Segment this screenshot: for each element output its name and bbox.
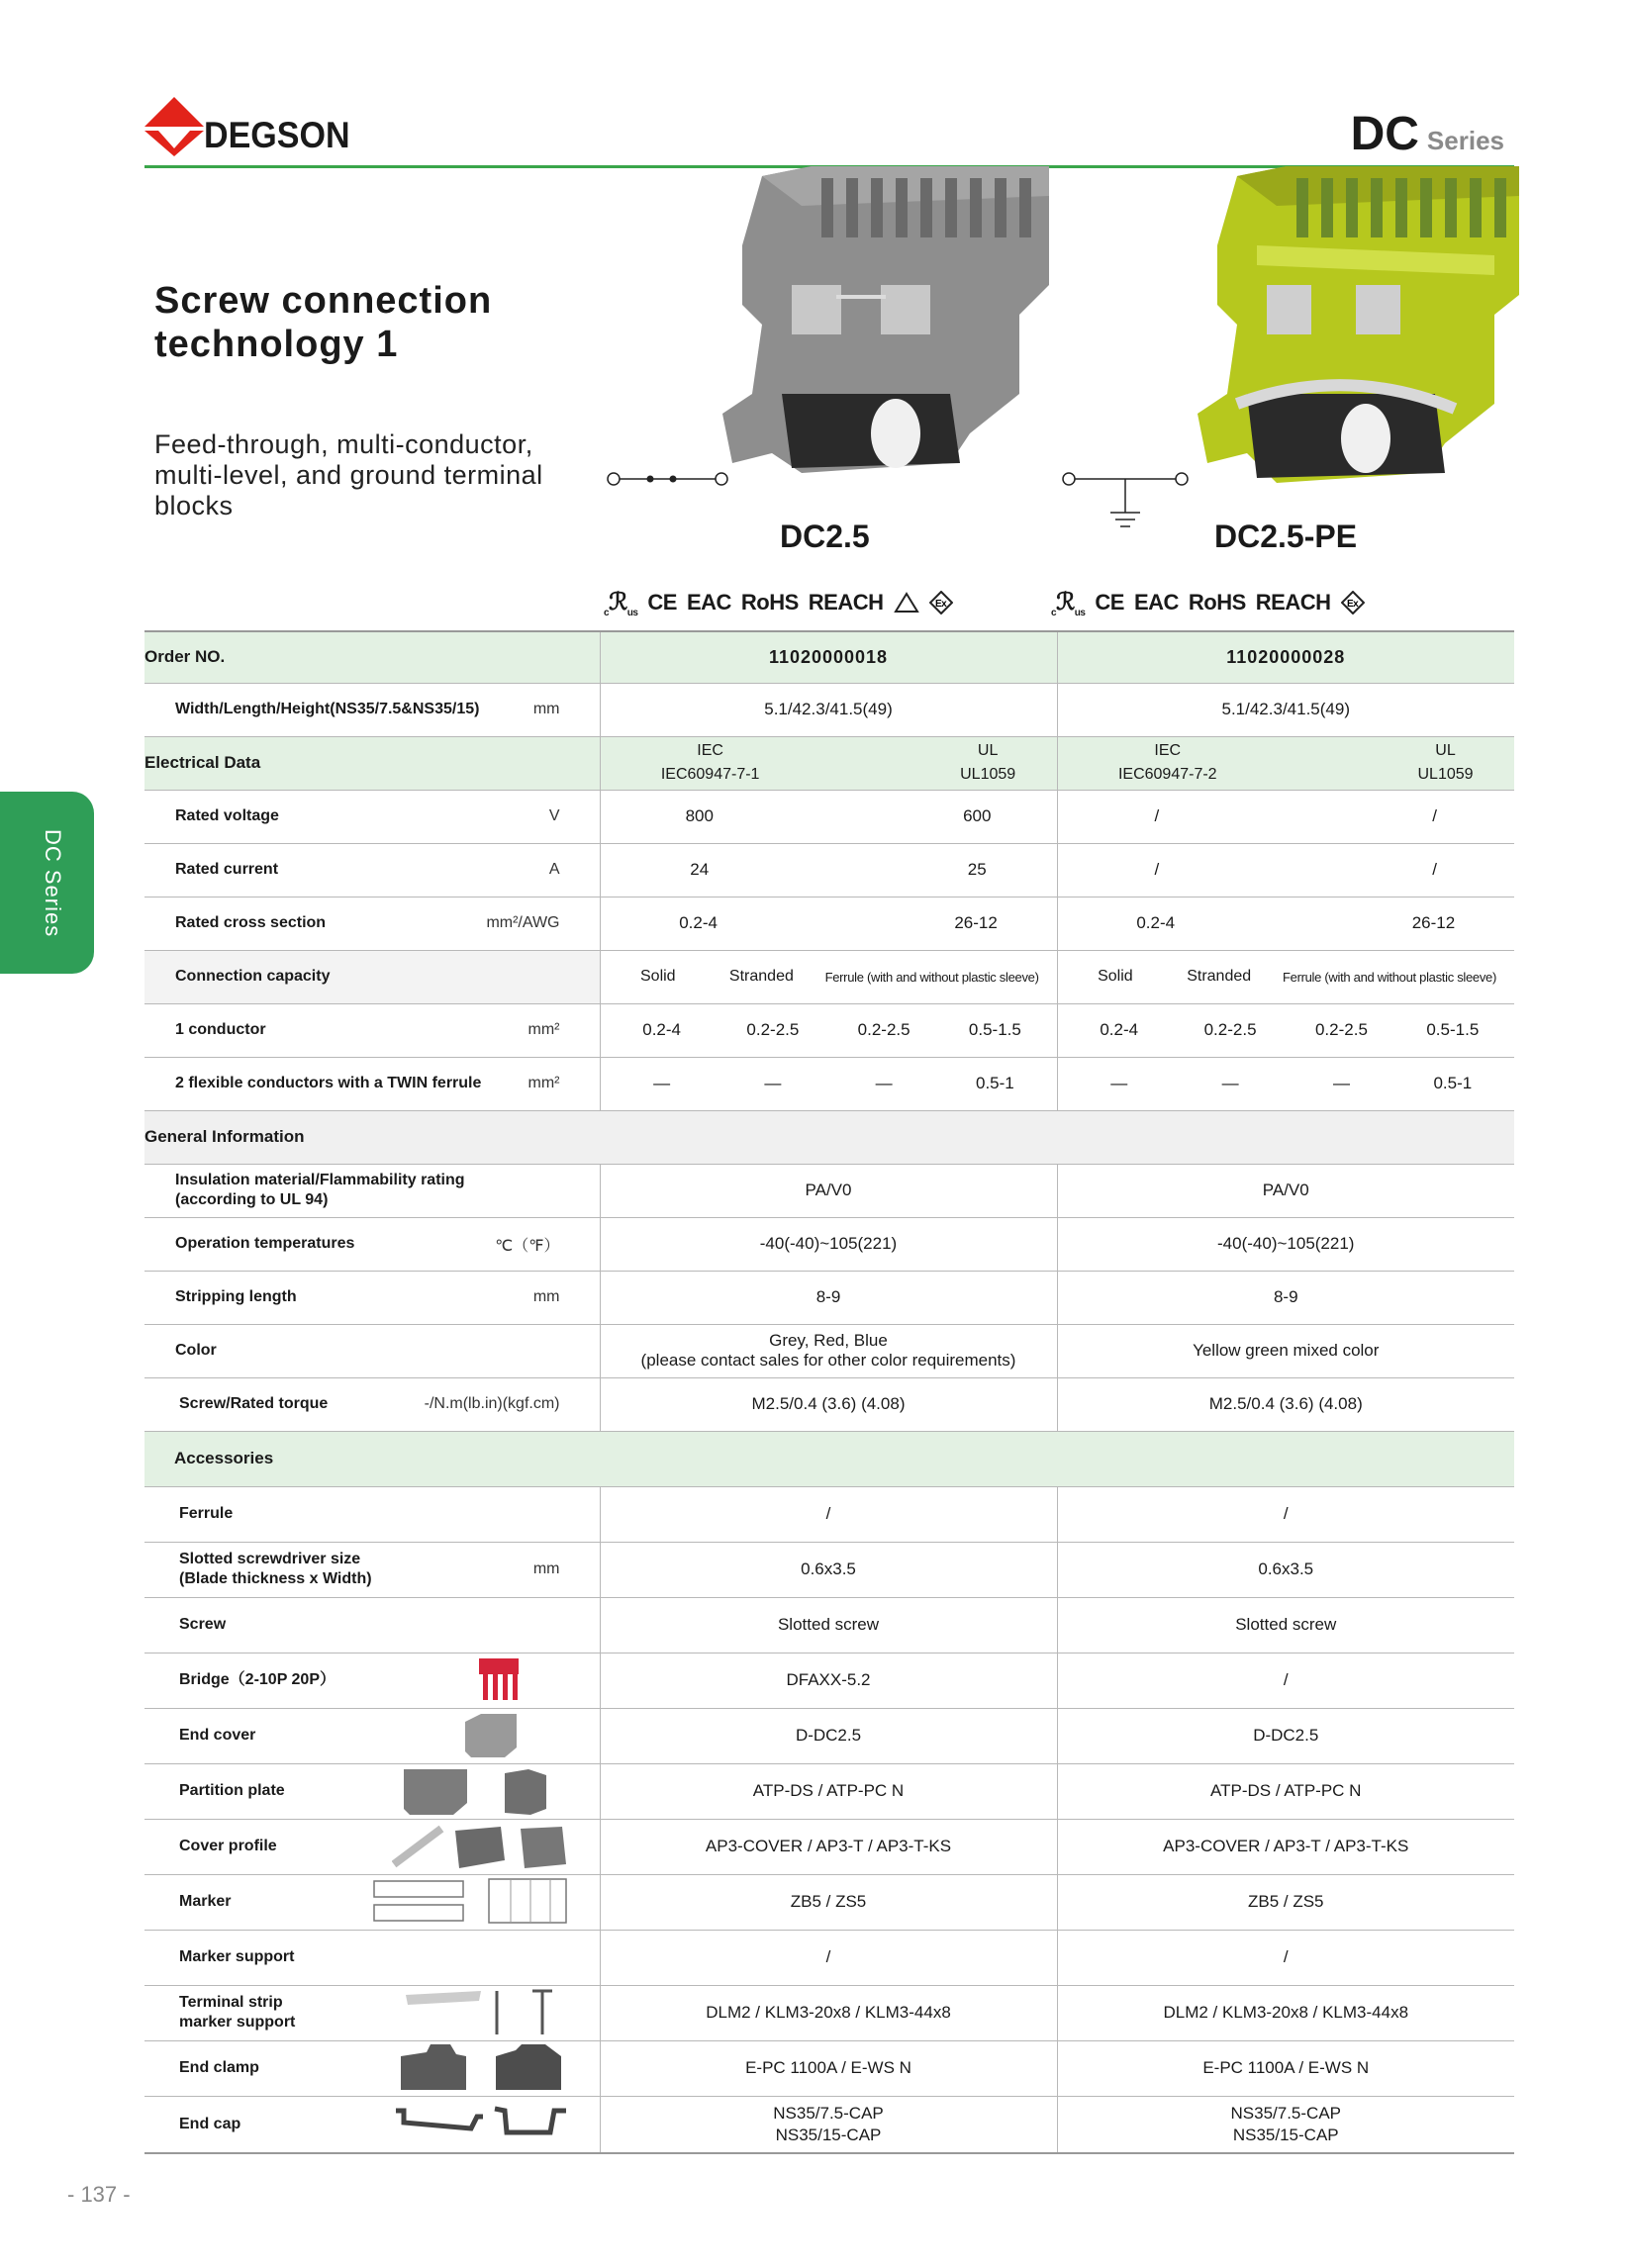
- triangle-cert-icon: [894, 592, 919, 614]
- eac-cert-icon: EAC: [686, 590, 731, 615]
- model-label-dc2-5-pe: DC2.5-PE: [1214, 519, 1358, 554]
- value: NS35/7.5-CAP: [1230, 2103, 1341, 2123]
- acc-row: [144, 1763, 1514, 1819]
- value: /: [1057, 1653, 1514, 1708]
- value: —: [1110, 1074, 1128, 1092]
- rated-voltage-unit: V: [548, 807, 560, 824]
- value: 8-9: [1057, 1271, 1514, 1324]
- insulation-label-note: (according to UL 94): [175, 1191, 329, 1208]
- accessories-section-label: Accessories: [144, 1431, 1514, 1486]
- col-stranded: Stranded: [728, 968, 794, 985]
- subtitle-line-1: Feed-through, multi-conductor,: [154, 429, 533, 459]
- ex-cert-icon: [929, 591, 953, 614]
- value: 0.2-2.5: [746, 1020, 800, 1039]
- acc-label: Terminal strip: [179, 1994, 283, 2011]
- acc-unit: mm: [532, 1560, 560, 1577]
- value: 0.5-1: [1433, 1074, 1473, 1092]
- end-cover-icon: [461, 1712, 521, 1759]
- reach-cert-icon: REACH: [1255, 590, 1331, 615]
- std-iec: IEC: [1154, 742, 1182, 759]
- electrical-label: Electrical Data: [144, 736, 600, 790]
- value: DFAXX-5.2: [600, 1653, 1057, 1708]
- page-subtitle: [154, 429, 543, 521]
- value: 24: [690, 860, 710, 879]
- partition-plate-icon: [402, 1765, 550, 1817]
- std-iec-code: IEC60947-7-2: [1117, 766, 1217, 783]
- connection-header-row: [144, 950, 1514, 1003]
- one-conductor-row: [144, 1003, 1514, 1057]
- value: 0.5-1.5: [968, 1020, 1021, 1039]
- rated-cross-label: Rated cross section: [175, 914, 327, 931]
- acc-label-2: marker support: [179, 2014, 296, 2031]
- certifications-dc2-5: [604, 588, 953, 618]
- acc-label: Marker: [179, 1893, 232, 1910]
- value: 25: [967, 860, 987, 879]
- op-temp-unit: ℃（℉）: [495, 1237, 560, 1255]
- value: M2.5/0.4 (3.6) (4.08): [1057, 1377, 1514, 1431]
- general-section-row: [144, 1110, 1514, 1164]
- stripping-unit: mm: [532, 1288, 560, 1305]
- dims-dc2-5-pe: 5.1/42.3/41.5(49): [1057, 683, 1514, 736]
- std-ul-code: UL1059: [960, 766, 1016, 783]
- rohs-cert-icon: RoHS: [1188, 590, 1246, 615]
- dc2-5-terminal-image: [722, 166, 1049, 483]
- screw-torque-row: [144, 1377, 1514, 1431]
- rated-voltage-label: Rated voltage: [175, 807, 279, 824]
- ground-schematic-icon: [1061, 467, 1190, 534]
- dims-dc2-5: 5.1/42.3/41.5(49): [600, 683, 1057, 736]
- color-label: Color: [175, 1342, 217, 1359]
- value: 8-9: [600, 1271, 1057, 1324]
- end-clamp-icon: [397, 2042, 565, 2094]
- col-solid: Solid: [640, 968, 676, 985]
- value: 0.2-2.5: [1203, 1020, 1257, 1039]
- value: 0.2-4: [1100, 1020, 1139, 1039]
- value: NS35/15-CAP: [775, 2125, 882, 2144]
- value: 26-12: [1411, 913, 1456, 932]
- acc-label: End clamp: [179, 2059, 259, 2076]
- series-word: Series: [1426, 126, 1504, 155]
- value: ZB5 / ZS5: [1057, 1874, 1514, 1930]
- one-conductor-label: 1 conductor: [175, 1021, 266, 1038]
- value: /: [1432, 860, 1437, 879]
- rated-voltage-row: [144, 790, 1514, 843]
- value: 0.2-2.5: [857, 1020, 910, 1039]
- value: AP3-COVER / AP3-T / AP3-T-KS: [1057, 1819, 1514, 1874]
- value: E-PC 1100A / E-WS N: [1057, 2040, 1514, 2096]
- value: 0.2-2.5: [1314, 1020, 1368, 1039]
- value: —: [653, 1074, 671, 1092]
- acc-label: End cap: [179, 2115, 241, 2132]
- value: NS35/7.5-CAP: [773, 2103, 884, 2123]
- order-no-dc2-5-pe: 11020000028: [1057, 631, 1514, 683]
- value: D-DC2.5: [600, 1708, 1057, 1763]
- value: /: [600, 1486, 1057, 1542]
- cover-profile-icon: [392, 1821, 570, 1872]
- acc-label: Partition plate: [179, 1782, 285, 1799]
- value: /: [1154, 860, 1160, 879]
- reach-cert-icon: REACH: [808, 590, 884, 615]
- op-temp-row: [144, 1217, 1514, 1271]
- eac-cert-icon: EAC: [1133, 590, 1179, 615]
- model-label-dc2-5: DC2.5: [780, 519, 870, 554]
- order-label: Order NO.: [144, 631, 600, 683]
- bridge-icon: [477, 1656, 521, 1704]
- screw-torque-unit: -/N.m(lb.in)(kgf.cm): [424, 1395, 560, 1412]
- svg-text:Ex: Ex: [934, 599, 946, 611]
- side-tab: [0, 792, 94, 974]
- value: 0.5-1.5: [1426, 1020, 1480, 1039]
- stripping-row: [144, 1271, 1514, 1324]
- acc-row: [144, 1930, 1514, 1985]
- acc-row: [144, 1874, 1514, 1930]
- col-stranded: Stranded: [1187, 968, 1252, 985]
- value: DLM2 / KLM3-20x8 / KLM3-44x8: [600, 1985, 1057, 2040]
- value: /: [600, 1930, 1057, 1985]
- value: —: [875, 1074, 893, 1092]
- strip-marker-support-icon: [402, 1987, 560, 2038]
- value: 0.5-1: [976, 1074, 1014, 1092]
- value: 0.2-4: [679, 913, 718, 932]
- series-code: DC: [1350, 108, 1419, 160]
- value: ATP-DS / ATP-PC N: [600, 1763, 1057, 1819]
- svg-text:Ex: Ex: [1346, 599, 1358, 611]
- value: AP3-COVER / AP3-T / AP3-T-KS: [600, 1819, 1057, 1874]
- value: D-DC2.5: [1057, 1708, 1514, 1763]
- std-ul-code: UL1059: [1417, 766, 1474, 783]
- value: Slotted screw: [1057, 1597, 1514, 1653]
- insulation-label: Insulation material/Flammability rating: [175, 1172, 465, 1188]
- connection-label: Connection capacity: [175, 968, 331, 985]
- value: 0.6x3.5: [600, 1542, 1057, 1597]
- accessories-section-row: [144, 1431, 1514, 1486]
- ul-cert-icon: $_c$ℛ$_{us}$: [604, 589, 638, 618]
- value: 0.6x3.5: [1057, 1542, 1514, 1597]
- value: 26-12: [954, 913, 998, 932]
- order-no-dc2-5: 11020000018: [600, 631, 1057, 683]
- acc-row: [144, 1542, 1514, 1597]
- acc-row: [144, 1985, 1514, 2040]
- color-note: (please contact sales for other color requirements): [640, 1351, 1016, 1370]
- feed-through-schematic-icon: [606, 467, 729, 491]
- series-title: [1351, 107, 1504, 161]
- ce-cert-icon: CE: [1095, 590, 1124, 615]
- value: DLM2 / KLM3-20x8 / KLM3-44x8: [1057, 1985, 1514, 2040]
- value: ZB5 / ZS5: [600, 1874, 1057, 1930]
- acc-row: [144, 1486, 1514, 1542]
- certifications-dc2-5-pe: [1051, 588, 1365, 618]
- electrical-header-row: [144, 736, 1514, 790]
- col-solid: Solid: [1098, 968, 1133, 985]
- two-flex-row: [144, 1057, 1514, 1110]
- stripping-label: Stripping length: [175, 1288, 297, 1305]
- value: —: [1221, 1074, 1239, 1092]
- title-line-2: technology 1: [154, 324, 399, 365]
- general-section-label: General Information: [144, 1110, 1514, 1164]
- std-ul: UL: [1435, 742, 1456, 759]
- order-row: [144, 631, 1514, 683]
- dc2-5-pe-terminal-image: [1198, 166, 1519, 483]
- value: -40(-40)~105(221): [1057, 1217, 1514, 1271]
- page-title: [154, 279, 492, 366]
- col-ferrule: Ferrule (with and without plastic sleeve): [1283, 969, 1497, 985]
- value: /: [1154, 806, 1160, 825]
- acc-row: [144, 1597, 1514, 1653]
- two-flex-unit: mm²: [527, 1075, 560, 1091]
- value: 800: [685, 806, 714, 825]
- value: E-PC 1100A / E-WS N: [600, 2040, 1057, 2096]
- spec-table: [144, 630, 1514, 2154]
- acc-label: Marker support: [179, 1948, 295, 1965]
- std-iec: IEC: [697, 742, 723, 759]
- acc-label-note: (Blade thickness x Width): [179, 1570, 372, 1587]
- ul-cert-icon: $_c$ℛ$_{us}$: [1051, 589, 1086, 618]
- dims-row: [144, 683, 1514, 736]
- acc-row: [144, 2040, 1514, 2096]
- end-cap-icon: [392, 2103, 570, 2146]
- ex-cert-icon: [1341, 591, 1365, 614]
- subtitle-line-3: blocks: [154, 491, 234, 520]
- value: PA/V0: [1057, 1164, 1514, 1217]
- rated-current-label: Rated current: [175, 861, 279, 878]
- side-tab-label: DC Series: [41, 829, 65, 938]
- color-row: [144, 1324, 1514, 1377]
- insulation-row: [144, 1164, 1514, 1217]
- rated-current-row: [144, 843, 1514, 897]
- rohs-cert-icon: RoHS: [740, 590, 799, 615]
- value: Slotted screw: [600, 1597, 1057, 1653]
- acc-label: Screw: [179, 1616, 227, 1633]
- value: ATP-DS / ATP-PC N: [1057, 1763, 1514, 1819]
- value: /: [1057, 1930, 1514, 1985]
- color-value: Grey, Red, Blue: [769, 1331, 888, 1350]
- acc-label: Bridge（2-10P 20P）: [179, 1671, 335, 1688]
- value: —: [1332, 1074, 1350, 1092]
- col-ferrule: Ferrule (with and without plastic sleeve): [824, 969, 1039, 985]
- acc-row: [144, 1819, 1514, 1874]
- brand-name: DEGSON: [204, 115, 350, 155]
- subtitle-line-2: multi-level, and ground terminal: [154, 460, 543, 490]
- acc-label: Ferrule: [179, 1505, 234, 1522]
- value: 0.2-4: [1136, 913, 1176, 932]
- acc-label: Cover profile: [179, 1838, 277, 1854]
- acc-row: [144, 2096, 1514, 2153]
- acc-label: Slotted screwdriver size: [179, 1551, 361, 1567]
- acc-row: [144, 1653, 1514, 1708]
- value: 600: [963, 806, 992, 825]
- dims-unit: mm: [532, 701, 560, 717]
- value: /: [1432, 806, 1437, 825]
- title-line-1: Screw connection: [154, 280, 493, 322]
- std-ul: UL: [977, 742, 999, 759]
- value: /: [1057, 1486, 1514, 1542]
- acc-row: [144, 1708, 1514, 1763]
- rated-cross-row: [144, 897, 1514, 950]
- value: -40(-40)~105(221): [600, 1217, 1057, 1271]
- one-conductor-unit: mm²: [527, 1021, 560, 1038]
- color-value: Yellow green mixed color: [1057, 1324, 1514, 1377]
- std-iec-code: IEC60947-7-1: [660, 766, 760, 783]
- acc-label: End cover: [179, 1727, 256, 1744]
- value: 0.2-4: [642, 1020, 681, 1039]
- value: M2.5/0.4 (3.6) (4.08): [600, 1377, 1057, 1431]
- rated-cross-unit: mm²/AWG: [486, 914, 560, 931]
- page-number: - 137 -: [67, 2182, 131, 2207]
- value: NS35/15-CAP: [1232, 2125, 1339, 2144]
- rated-current-unit: A: [548, 861, 560, 878]
- two-flex-label: 2 flexible conductors with a TWIN ferrule: [175, 1075, 482, 1091]
- marker-icon: [372, 1877, 570, 1927]
- screw-torque-label: Screw/Rated torque: [179, 1395, 329, 1412]
- value: —: [764, 1074, 782, 1092]
- ce-cert-icon: CE: [647, 590, 677, 615]
- dims-label: Width/Length/Height(NS35/7.5&NS35/15): [175, 701, 480, 717]
- value: PA/V0: [600, 1164, 1057, 1217]
- op-temp-label: Operation temperatures: [175, 1235, 355, 1252]
